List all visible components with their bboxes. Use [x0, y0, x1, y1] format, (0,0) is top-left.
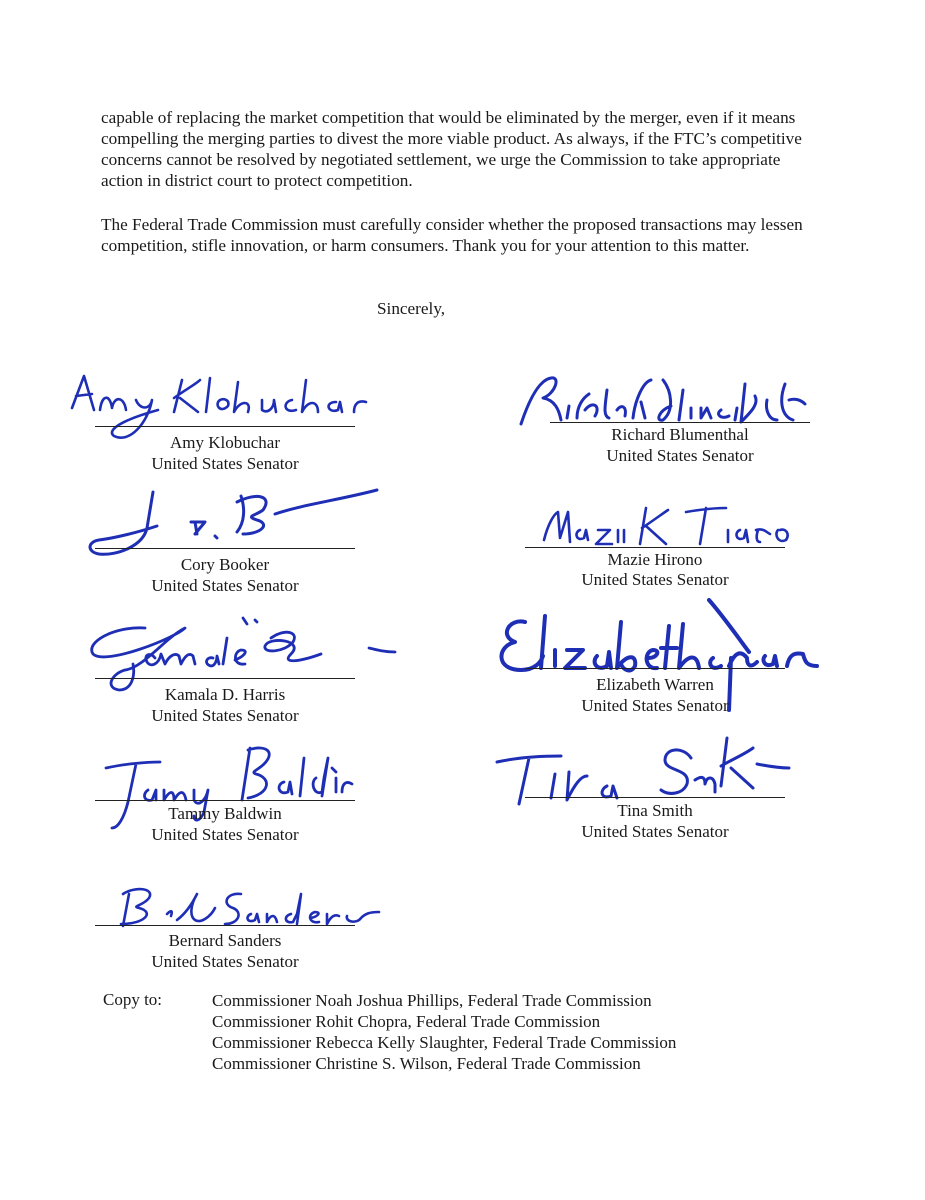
signature-line	[525, 547, 785, 548]
signatory-name: Cory Booker	[180, 555, 270, 574]
copy-to-label: Copy to:	[103, 990, 163, 1009]
copy-recipient: Commissioner Christine S. Wilson, Federal Trade Commission	[212, 1054, 641, 1073]
handwritten-signature-booker	[85, 482, 385, 562]
signatory-name: Amy Klobuchar	[169, 433, 280, 452]
signature-line	[525, 797, 785, 798]
signature-line	[525, 668, 785, 669]
signature-line	[95, 800, 355, 801]
signature-line	[95, 548, 355, 549]
signatory-name: Tina Smith	[617, 801, 693, 820]
signatory-title: United States Senator	[151, 825, 299, 844]
signatory-name: Mazie Hirono	[607, 550, 703, 569]
handwritten-signature-smith	[495, 728, 795, 808]
signature-line	[95, 426, 355, 427]
closing-salutation: Sincerely,	[377, 299, 446, 318]
signature-line	[95, 678, 355, 679]
signature-line	[550, 422, 810, 423]
handwritten-signature-harris	[85, 608, 405, 693]
signature-block-hirono	[525, 500, 785, 595]
signature-block-harris	[95, 608, 355, 725]
body-paragraph-2: The Federal Trade Commission must carefully consider whether the proposed transactions may lessen competition, stifle innovation, or harm consumers. Thank you for your attention to this matter.	[101, 215, 803, 255]
signatory-title: United States Senator	[581, 570, 729, 589]
signatory-title: United States Senator	[151, 706, 299, 725]
signatory-title: United States Senator	[581, 822, 729, 841]
signatory-title: United States Senator	[151, 952, 299, 971]
signatory-title: United States Senator	[151, 576, 299, 595]
copy-recipient: Commissioner Rohit Chopra, Federal Trade Commission	[212, 1012, 601, 1031]
copy-recipient: Commissioner Noah Joshua Phillips, Federal Trade Commission	[212, 991, 652, 1010]
signature-block-klobuchar	[95, 370, 355, 473]
signatory-title: United States Senator	[581, 696, 729, 715]
copy-to-recipients	[212, 990, 676, 1074]
signatory-name: Kamala D. Harris	[164, 685, 286, 704]
signatory-title: United States Senator	[151, 454, 299, 473]
signatory-name: Bernard Sanders	[168, 931, 282, 950]
body-paragraph-1: capable of replacing the market competition that would be eliminated by the merger, even if it means compelling the merging parties to divest the more viable product. As always, if the FTC’s competitive concerns cannot be resolved by negotiated settlement, we urge the Commission to take appropriate action in district court to protect competition.	[101, 108, 802, 190]
signatory-name: Elizabeth Warren	[596, 675, 714, 694]
signature-block-blumenthal	[550, 370, 810, 470]
signature-block-warren	[525, 596, 785, 720]
signature-line	[95, 925, 355, 926]
copy-recipient: Commissioner Rebecca Kelly Slaughter, Federal Trade Commission	[212, 1033, 677, 1052]
signatory-name: Tammy Baldwin	[168, 804, 282, 823]
handwritten-signature-sanders	[115, 880, 385, 930]
signature-block-booker	[95, 482, 355, 595]
signature-block-baldwin	[95, 738, 355, 848]
signature-block-smith	[525, 728, 785, 840]
signatory-name: Richard Blumenthal	[611, 425, 749, 444]
signature-block-sanders	[95, 880, 355, 975]
signatory-title: United States Senator	[606, 446, 754, 465]
